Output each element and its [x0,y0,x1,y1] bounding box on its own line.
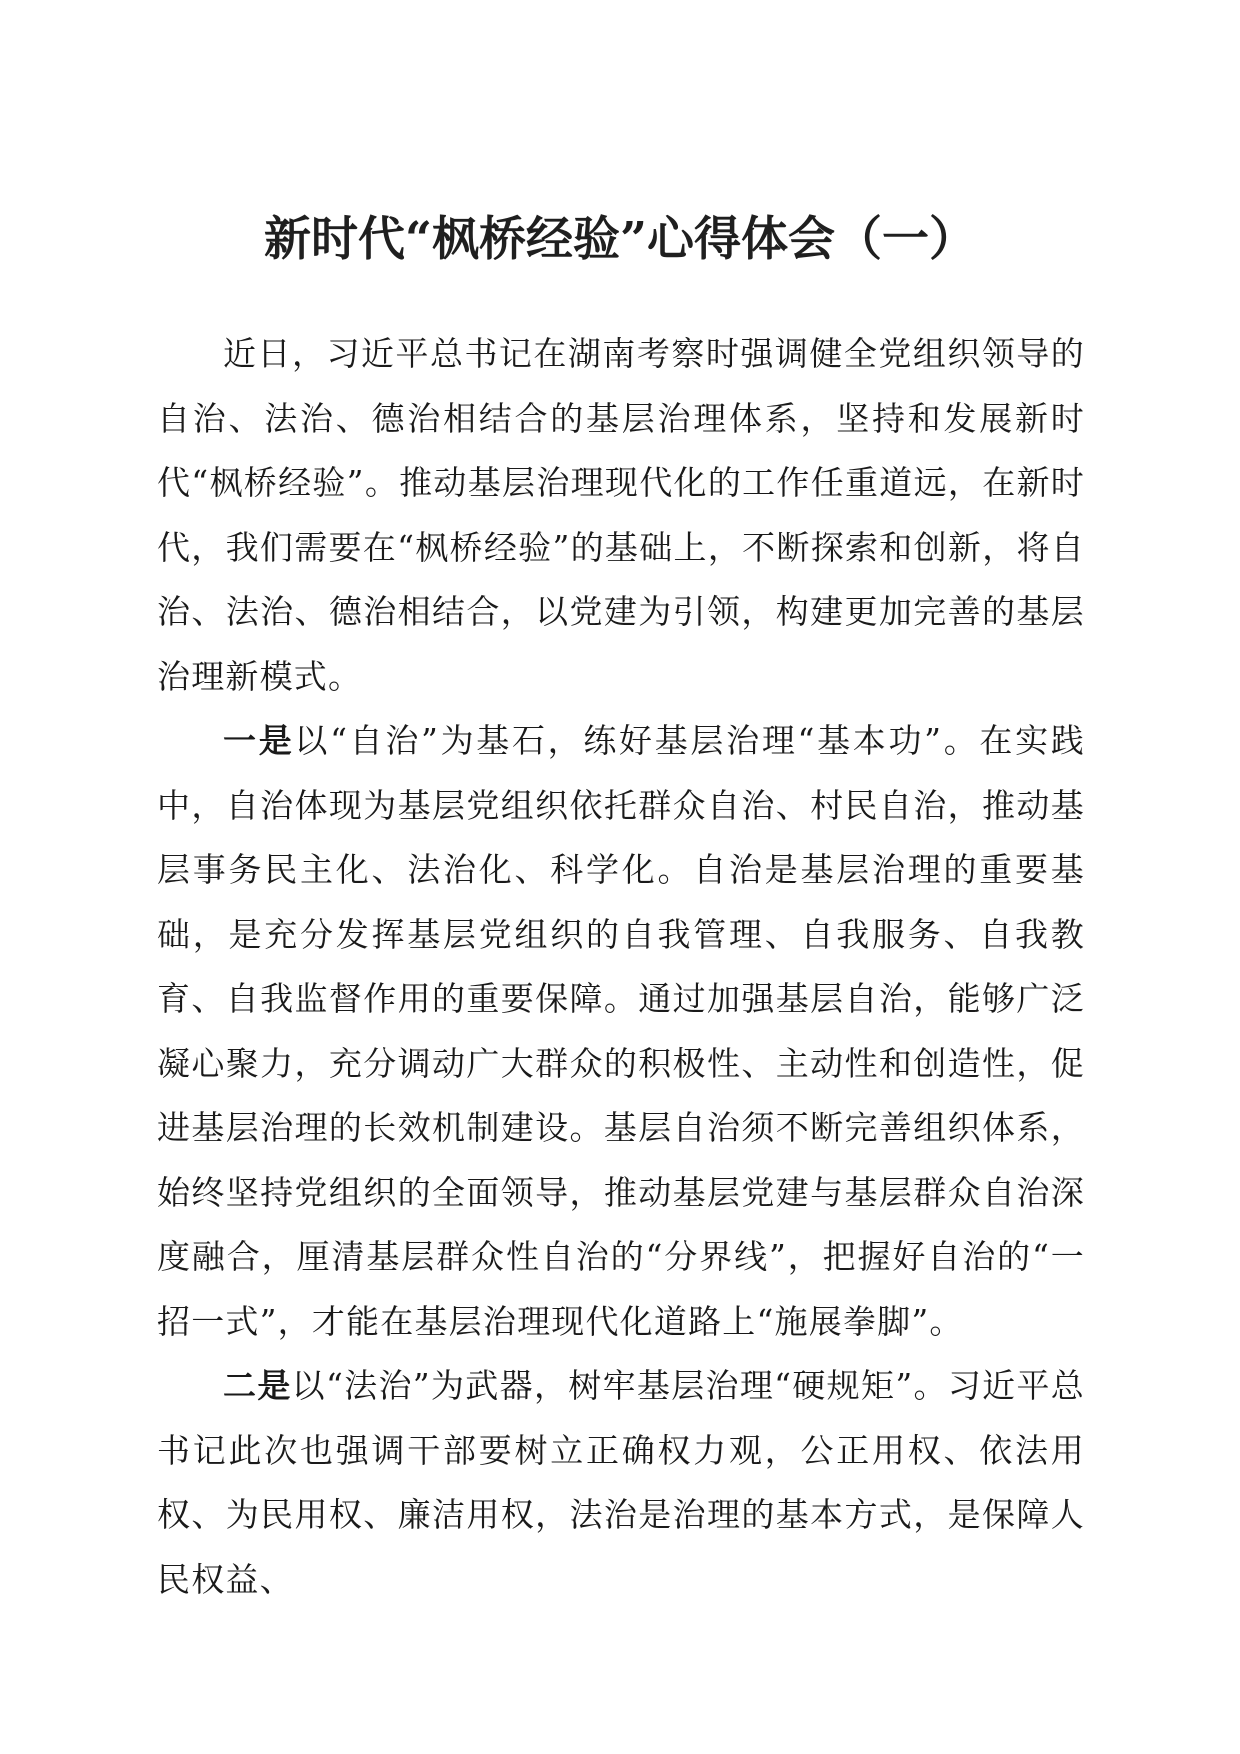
paragraph-intro [157,322,1085,709]
paragraph-text: 以“法治”为武器，树牢基层治理“硬规矩”。习近平总书记此次也强调干部要树立正确权力观，公正用权、依法用权、为民用权、廉洁用权，法治是治理的基本方式，是保障人民权益、 [157,1366,1085,1599]
paragraph-lead: 一是 [223,721,295,760]
paragraph-point-one [157,709,1085,1354]
paragraph-point-two [157,1354,1085,1612]
document-title: 新时代“枫桥经验”心得体会（一） [263,212,977,267]
paragraph-text: 近日，习近平总书记在湖南考察时强调健全党组织领导的自治、法治、德治相结合的基层治理体系，坚持和发展新时代“枫桥经验”。推动基层治理现代化的工作任重道远，在新时代，我们需要在“枫桥经验”的基础上，不断探索和创新，将自治、法治、德治相结合，以党建为引领，构建更加完善的基层治理新模式。 [157,334,1085,696]
document-body [157,322,1085,1612]
paragraph-lead: 二是 [223,1366,292,1405]
paragraph-text: 以“自治”为基石，练好基层治理“基本功”。在实践中，自治体现为基层党组织依托群众自治、村民自治，推动基层事务民主化、法治化、科学化。自治是基层治理的重要基础，是充分发挥基层党组织的自我管理、自我服务、自我教育、自我监督作用的重要保障。通过加强基层自治，能够广泛凝心聚力，充分调动广大群众的积极性、主动性和创造性，促进基层治理的长效机制建设。基层自治须不断完善组织体系，始终坚持党组织的全面领导，推动基层党建与基层群众自治深度融合，厘清基层群众性自治的“分界线”，把握好自治的“一招一式”，才能在基层治理现代化道路上“施展拳脚”。 [157,721,1085,1341]
